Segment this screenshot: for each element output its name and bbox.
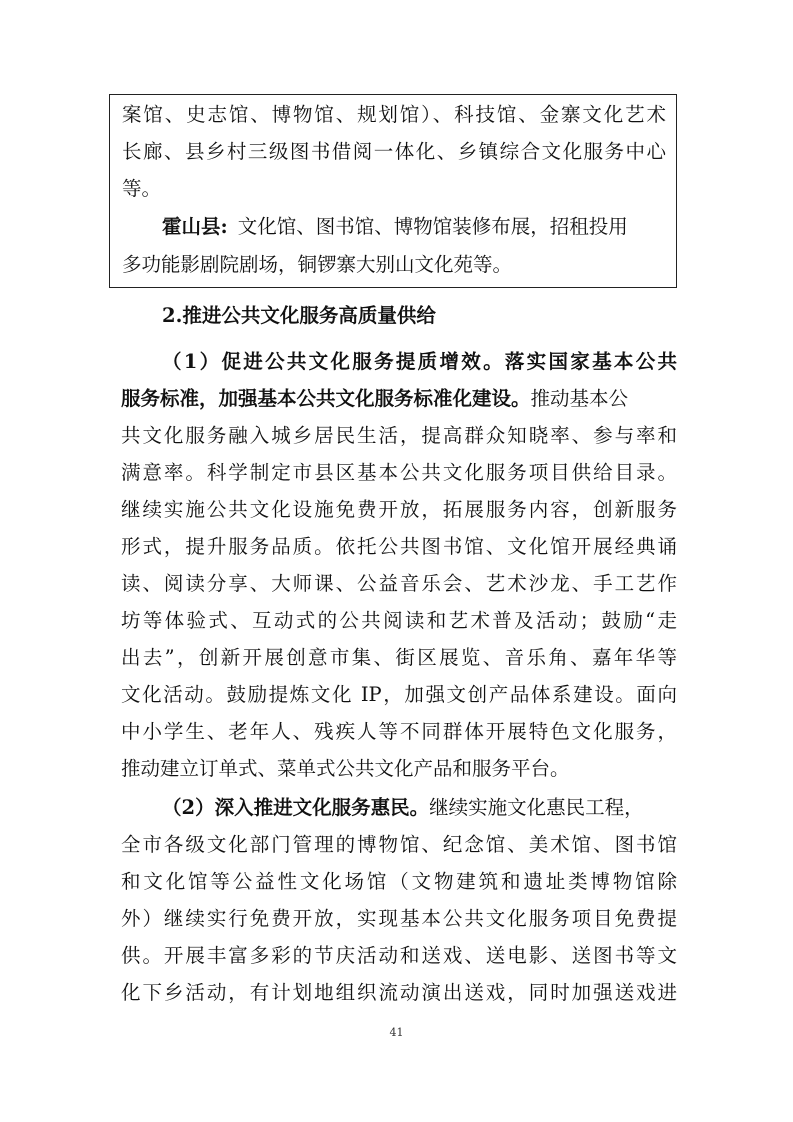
para-line: 化下乡活动，有计划地组织流动演出送戏，同时加强送戏进: [121, 981, 677, 1004]
box-line: 案馆、史志馆、博物馆、规划馆）、科技馆、金寨文化艺术: [122, 103, 666, 126]
para-line: 中小学生、老年人、残疾人等不同群体开展特色文化服务，: [121, 720, 677, 743]
para-line: [121, 387, 677, 411]
para-line: 外）继续实行免费开放，实现基本公共文化服务项目免费提: [121, 907, 677, 930]
para-line: 读、阅读分享、大师课、公益音乐会、艺术沙龙、手工艺作: [121, 572, 677, 595]
para-line: 满意率。科学制定市县区基本公共文化服务项目供给目录。: [121, 461, 677, 484]
para-line: 坊等体验式、互动式的公共阅读和艺术普及活动；鼓励“走: [121, 609, 677, 632]
county-text: 文化馆、图书馆、博物馆装修布展，招租投用: [237, 215, 628, 238]
box-line: 多功能影剧院剧场，铜锣寨大别山文化苑等。: [122, 253, 513, 276]
para-line: 共文化服务融入城乡居民生活，提高群众知晓率、参与率和: [121, 424, 677, 447]
page-number: 41: [389, 1026, 404, 1039]
para-line: 继续实施公共文化设施免费开放，拓展服务内容，创新服务: [121, 498, 677, 521]
para-lead: 服务标准，加强基本公共文化服务标准化建设。: [121, 387, 531, 410]
para-line: 出去”，创新开展创意市集、街区展览、音乐角、嘉年华等: [121, 646, 677, 669]
box-line: 长廊、县乡村三级图书借阅一体化、乡镇综合文化服务中心: [122, 140, 666, 163]
para-line: 全市各级文化部门管理的博物馆、纪念馆、美术馆、图书馆: [121, 833, 677, 856]
para-text: 推动基本公: [530, 387, 629, 410]
section-heading: 2.推进公共文化服务高质量供给: [162, 304, 436, 327]
para-line: 推动建立订单式、菜单式公共文化产品和服务平台。: [121, 757, 570, 780]
box-line: 等。: [122, 177, 162, 200]
county-projects-box: [109, 94, 677, 288]
county-name: 霍山县:: [162, 215, 228, 238]
para-line: 供。开展丰富多彩的节庆活动和送戏、送电影、送图书等文: [121, 944, 677, 967]
para-line: 和文化馆等公益性文化场馆（文物建筑和遗址类博物馆除: [121, 870, 677, 893]
para-line: 文化活动。鼓励提炼文化 IP，加强文创产品体系建设。面向: [121, 683, 677, 706]
para-line: 形式，提升服务品质。依托公共图书馆、文化馆开展经典诵: [121, 535, 677, 558]
box-line: [162, 215, 666, 239]
para-lead: （2）深入推进文化服务惠民。: [162, 796, 430, 819]
para-line: [162, 796, 677, 820]
para-line: （1）促进公共文化服务提质增效。落实国家基本公共: [162, 350, 677, 373]
para-text: 继续实施文化惠民工程，: [429, 796, 644, 819]
